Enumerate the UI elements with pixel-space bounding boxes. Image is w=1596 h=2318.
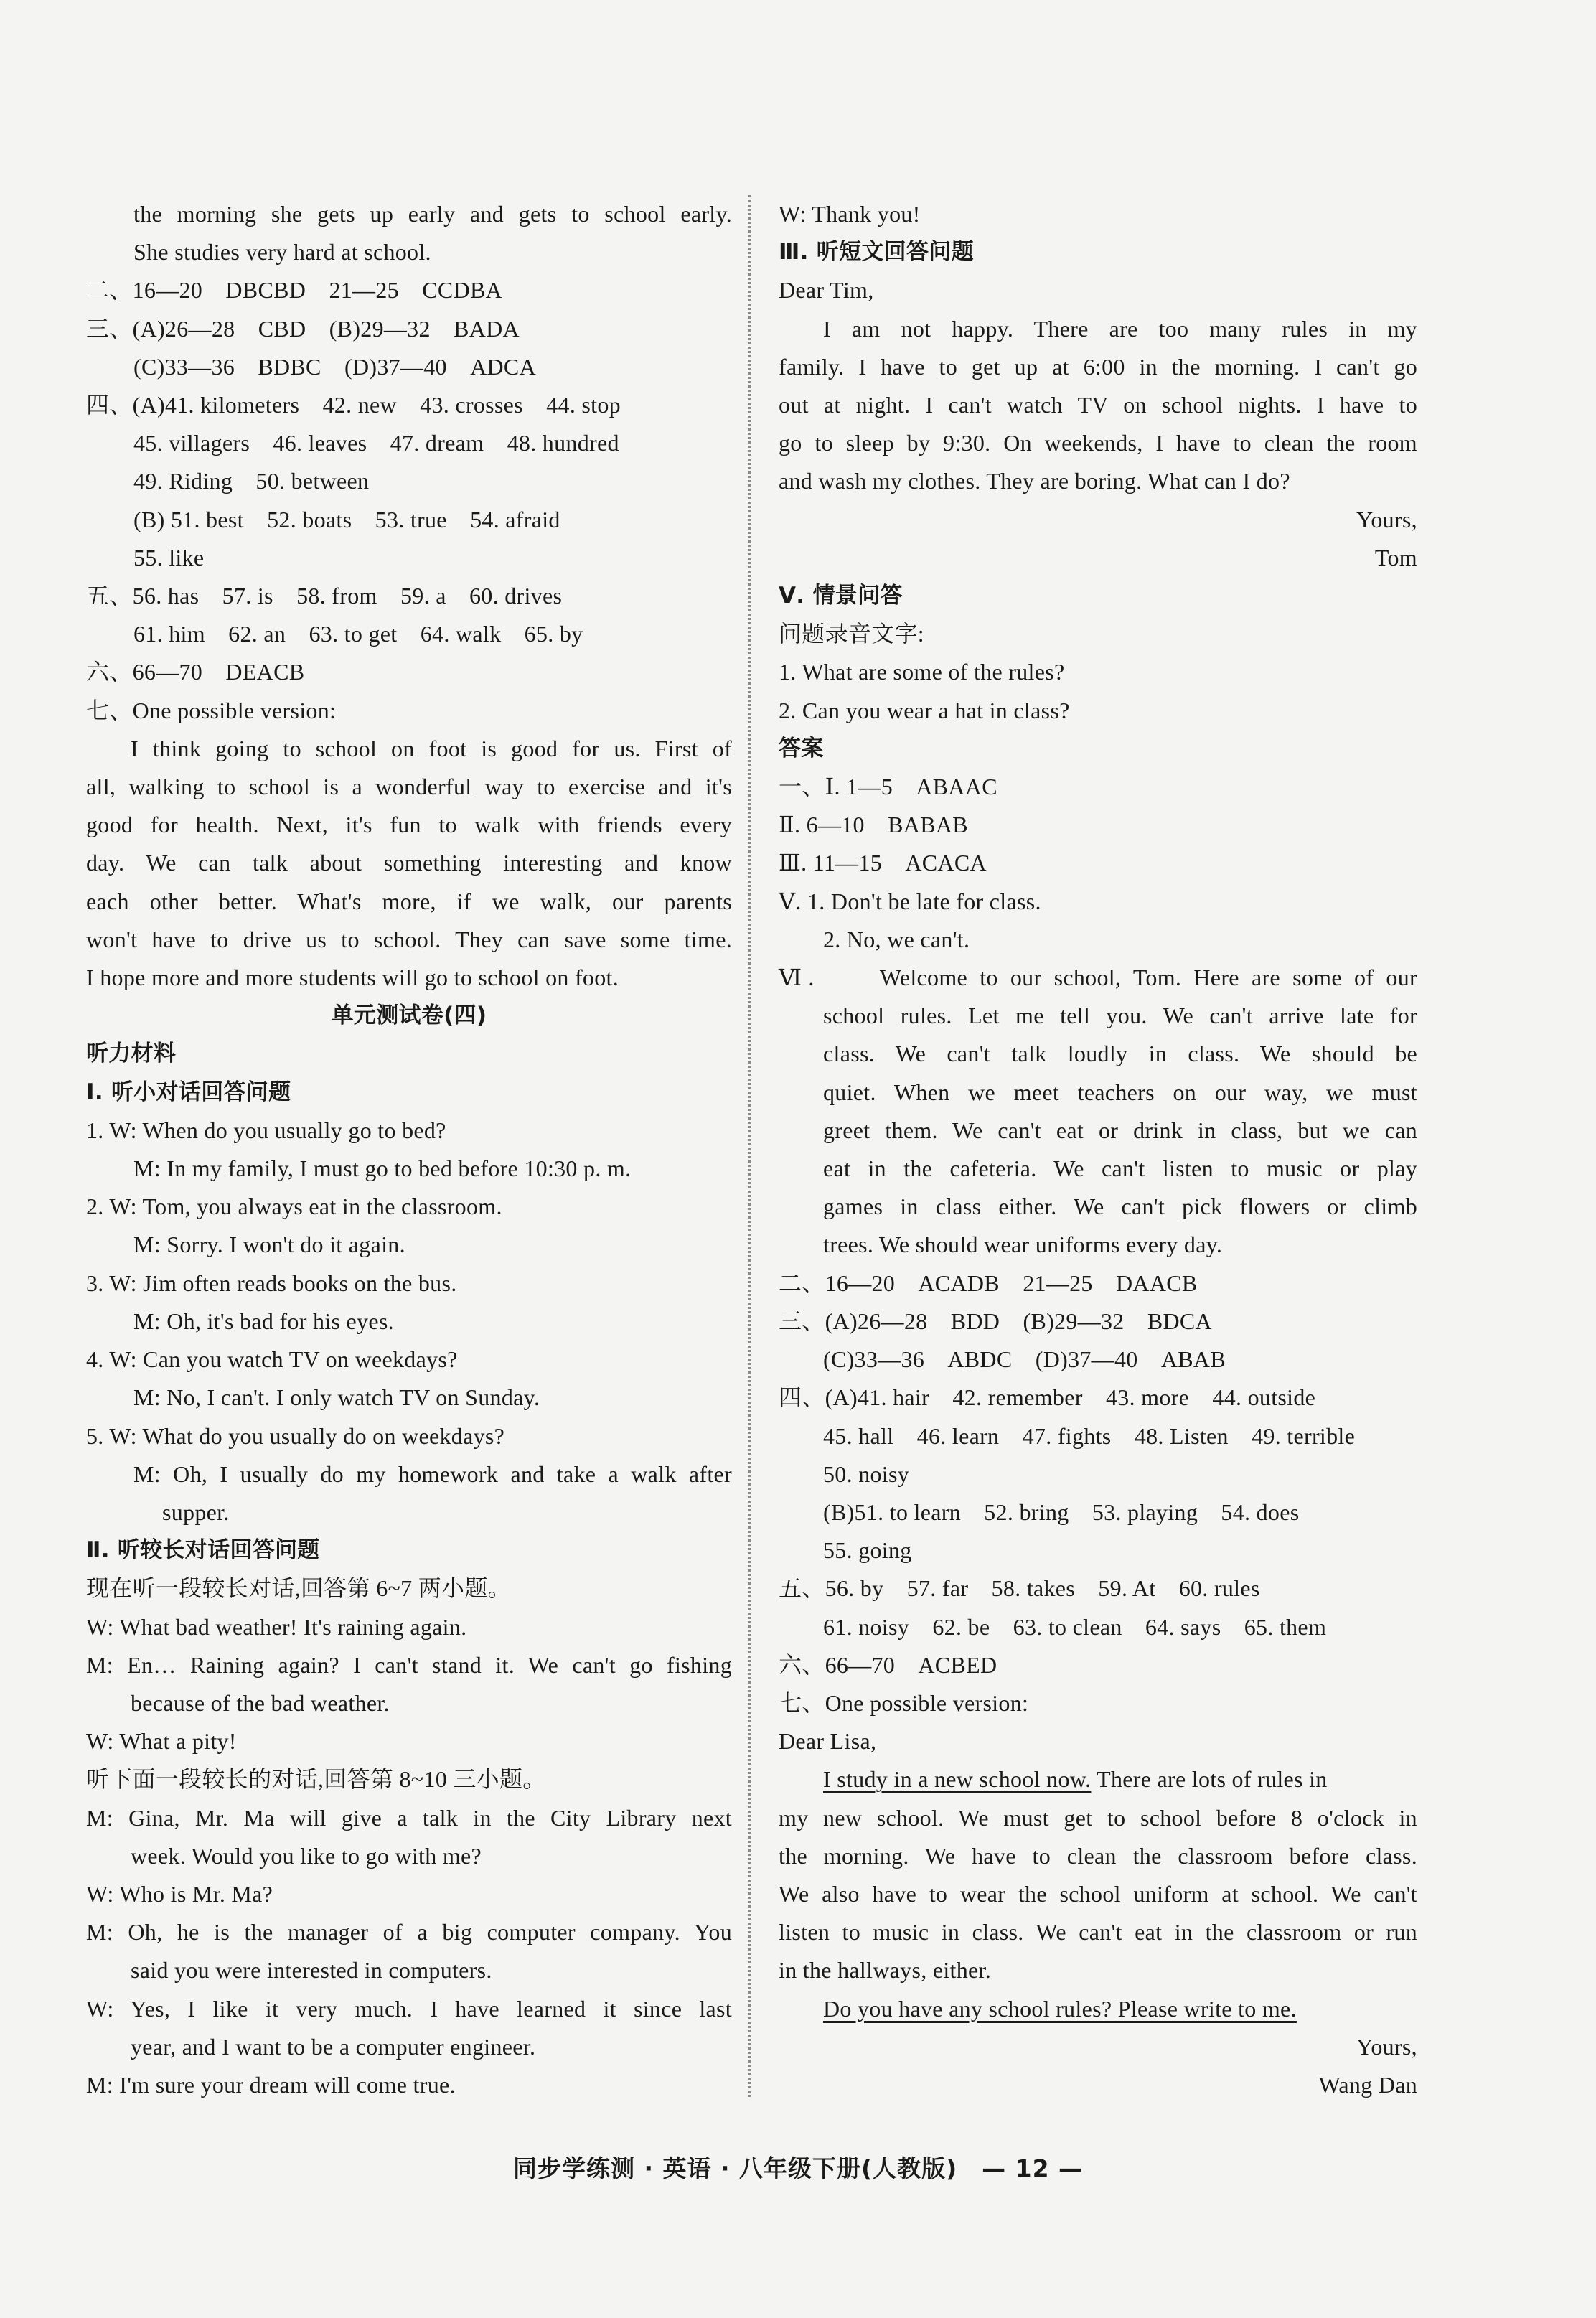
text-line: 5. W: What do you usually do on weekdays? xyxy=(86,1422,505,1449)
text-line: each other better. What's more, if we walk, our parents xyxy=(86,888,732,914)
text-line: 55. like xyxy=(133,544,205,571)
text-line: I hope more and more students will go to school on foot. xyxy=(86,965,619,991)
text-line: Ⅲ. 听短文回答问题 xyxy=(779,239,974,266)
text-line: 五、56. has 57. is 58. from 59. a 60. drives xyxy=(86,583,563,609)
text-line: W: What bad weather! It's raining again. xyxy=(86,1613,467,1640)
underlined-text: Do you have any school rules? Please write to me. xyxy=(823,1995,1297,2022)
text-line: 1. W: When do you usually go to bed? xyxy=(86,1117,446,1143)
text-line: 二、16—20 DBCBD 21—25 CCDBA xyxy=(86,277,502,304)
text-line: quiet. When we meet teachers on our way, we must xyxy=(823,1079,1417,1105)
text-line: 单元测试卷(四) xyxy=(331,1003,487,1029)
text-line: 七、One possible version: xyxy=(779,1689,1029,1716)
text-line: I am not happy. There are too many rules in my xyxy=(823,315,1417,342)
text-line: M: Oh, it's bad for his eyes. xyxy=(133,1308,394,1334)
text-line: M: No, I can't. I only watch TV on Sunday. xyxy=(133,1384,540,1411)
text-line: Ⅰ. 听小对话回答问题 xyxy=(86,1079,291,1105)
text-line: 2. W: Tom, you always eat in the classroom. xyxy=(86,1193,502,1220)
text-line: She studies very hard at school. xyxy=(133,239,431,266)
text-line: 2. No, we can't. xyxy=(823,926,970,952)
text-line: 一、Ⅰ. 1—5 ABAAC xyxy=(779,774,998,800)
text-line: 四、(A)41. hair 42. remember 43. more 44. outside xyxy=(779,1384,1316,1411)
text-line: eat in the cafeteria. We can't listen to music or play xyxy=(823,1155,1417,1182)
text-line: year, and I want to be a computer engineer. xyxy=(131,2033,536,2060)
text-line: Tom xyxy=(1374,544,1417,571)
text-line: We also have to wear the school uniform at school. We can't xyxy=(779,1880,1417,1907)
text-line: 61. noisy 62. be 63. to clean 64. says 65. them xyxy=(823,1613,1327,1640)
text-line: my new school. We must get to school before 8 o'clock in xyxy=(779,1804,1417,1831)
text-line: week. Would you like to go with me? xyxy=(131,1842,482,1869)
text-line: supper. xyxy=(162,1498,230,1525)
text-line: (B)51. to learn 52. bring 53. playing 54. does xyxy=(823,1498,1300,1525)
text-rest: There are lots of rules in xyxy=(1091,1766,1328,1793)
text-line: (B) 51. best 52. boats 53. true 54. afraid xyxy=(133,506,560,532)
text-line: 七、One possible version: xyxy=(86,697,337,723)
text-line: (C)33—36 ABDC (D)37—40 ABAB xyxy=(823,1346,1226,1373)
text-line: 六、66—70 DEACB xyxy=(86,659,305,685)
text-line: Ⅲ. 11—15 ACACA xyxy=(779,850,987,876)
text-line: 六、66—70 ACBED xyxy=(779,1651,998,1678)
text-line: M: Sorry. I won't do it again. xyxy=(133,1231,405,1258)
text-line: M: Oh, I usually do my homework and take a walk after xyxy=(133,1460,732,1487)
text-line: Ⅴ. 1. Don't be late for class. xyxy=(779,888,1041,914)
text-line: day. We can talk about something interesting and know xyxy=(86,850,732,876)
text-line: 五、56. by 57. far 58. takes 59. At 60. rules xyxy=(779,1575,1260,1602)
text-line: Wang Dan xyxy=(1318,2071,1417,2098)
text-line: Ⅴ. 情景问答 xyxy=(779,583,903,609)
text-line: 45. hall 46. learn 47. fights 48. Listen 49. terrible xyxy=(823,1422,1356,1449)
text-line: trees. We should wear uniforms every day. xyxy=(823,1231,1223,1258)
text-line: 45. villagers 46. leaves 47. dream 48. hundred xyxy=(133,430,619,456)
text-line: 听下面一段较长的对话,回答第 8~10 三小题。 xyxy=(86,1766,546,1793)
text-line: W: Yes, I like it very much. I have learned it since last xyxy=(86,1995,732,2022)
text-line: 50. noisy xyxy=(823,1460,910,1487)
text-line: 55. going xyxy=(823,1537,912,1564)
text-line: in the hallways, either. xyxy=(779,1957,992,1984)
text-line: Dear Lisa, xyxy=(779,1728,877,1755)
text-line: 三、(A)26—28 BDD (B)29—32 BDCA xyxy=(779,1308,1212,1334)
text-line: 四、(A)41. kilometers 42. new 43. crosses 44. stop xyxy=(86,392,621,418)
text-line: (C)33—36 BDBC (D)37—40 ADCA xyxy=(133,353,536,380)
text-line: Yours, xyxy=(1356,2033,1417,2060)
text-line: listen to music in class. We can't eat in the classroom or run xyxy=(779,1919,1417,1946)
text-line: and wash my clothes. They are boring. What can I do? xyxy=(779,468,1290,494)
text-line: 三、(A)26—28 CBD (B)29—32 BADA xyxy=(86,315,520,342)
text-line: the morning. We have to clean the classroom before class. xyxy=(779,1842,1417,1869)
text-line: Dear Tim, xyxy=(779,277,874,304)
text-line: 4. W: Can you watch TV on weekdays? xyxy=(86,1346,458,1373)
text-line: I think going to school on foot is good for us. First of xyxy=(131,735,732,761)
text-line: family. I have to get up at 6:00 in the morning. I can't go xyxy=(779,353,1417,380)
underlined-text: I study in a new school now. xyxy=(823,1766,1092,1793)
text-line: 3. W: Jim often reads books on the bus. xyxy=(86,1270,457,1296)
left-column xyxy=(86,195,732,2104)
right-column xyxy=(779,195,1417,2104)
text-line: 1. What are some of the rules? xyxy=(779,659,1065,685)
text-line: M: I'm sure your dream will come true. xyxy=(86,2071,456,2098)
text-line: 答案 xyxy=(779,735,824,761)
text-line: games in class either. We can't pick flowers or climb xyxy=(823,1193,1417,1220)
text-line: Ⅱ. 6—10 BABAB xyxy=(779,812,968,838)
text-line: greet them. We can't eat or drink in class, but we can xyxy=(823,1117,1417,1143)
text-line: M: Oh, he is the manager of a big computer company. You xyxy=(86,1919,732,1946)
text-line: go to sleep by 9:30. On weekends, I have to clean the room xyxy=(779,430,1417,456)
text-line: all, walking to school is a wonderful way to exercise and it's xyxy=(86,774,732,800)
text-line xyxy=(779,1990,1417,2028)
text-line: Yours, xyxy=(1356,506,1417,532)
text-line: Ⅱ. 听较长对话回答问题 xyxy=(86,1537,320,1564)
text-line: M: En… Raining again? I can't stand it. We can't go fishing xyxy=(86,1651,732,1678)
text-line: 听力材料 xyxy=(86,1041,177,1067)
text-line: W: What a pity! xyxy=(86,1728,237,1755)
text-line: good for health. Next, it's fun to walk with friends every xyxy=(86,812,732,838)
text-line: W: Who is Mr. Ma? xyxy=(86,1880,273,1907)
text-line: M: Gina, Mr. Ma will give a talk in the City Library next xyxy=(86,1804,732,1831)
text-line: won't have to drive us to school. They can save some time. xyxy=(86,926,732,952)
text-line: 二、16—20 ACADB 21—25 DAACB xyxy=(779,1270,1198,1296)
text-line: the morning she gets up early and gets to school early. xyxy=(133,201,732,227)
text-line: M: In my family, I must go to bed before 10:30 p. m. xyxy=(133,1155,632,1182)
text-line: said you were interested in computers. xyxy=(131,1957,492,1984)
text-line: school rules. Let me tell you. We can't arrive late for xyxy=(823,1003,1417,1029)
text-line: W: Thank you! xyxy=(779,201,921,227)
text-line: 现在听一段较长对话,回答第 6~7 两小题。 xyxy=(86,1575,511,1602)
text-line: out at night. I can't watch TV on school nights. I have to xyxy=(779,392,1417,418)
column-divider xyxy=(748,195,751,2097)
text-line: because of the bad weather. xyxy=(131,1689,390,1716)
page-footer: 同步学练测 · 英语 · 八年级下册(人教版) — 12 — xyxy=(512,2154,1084,2182)
text-line: Ⅵ. Welcome to our school, Tom. Here are some of our xyxy=(779,965,1417,991)
text-line: 问题录音文字: xyxy=(779,621,924,647)
text-line xyxy=(779,1760,1417,1798)
text-line: 61. him 62. an 63. to get 64. walk 65. by xyxy=(133,621,583,647)
text-line: 2. Can you wear a hat in class? xyxy=(779,697,1070,723)
text-line: class. We can't talk loudly in class. We should be xyxy=(823,1041,1417,1067)
text-line: 49. Riding 50. between xyxy=(133,468,370,494)
